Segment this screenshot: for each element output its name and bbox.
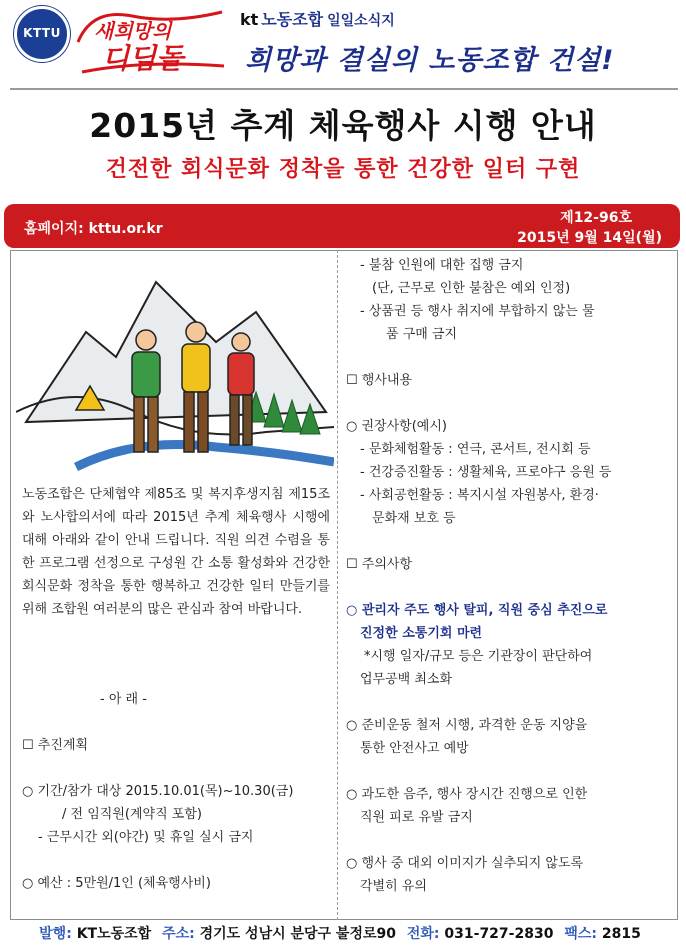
caution-heading: ☐ 주의사항 — [346, 557, 413, 572]
svg-text:새희망의: 새희망의 — [94, 19, 172, 43]
right-line-2: (단, 근무로 인한 불참은 예외 인정) — [372, 281, 571, 296]
new-hope-logo — [72, 2, 232, 78]
slogan: 희망과 결실의 노동조합 건설! — [245, 45, 615, 76]
header-rule — [10, 88, 678, 90]
caution-4b: 각별히 유의 — [360, 879, 427, 894]
period-line: ○ 기간/참가 대상 2015.10.01(목)~10.30(금) — [22, 784, 294, 799]
svg-text:디딤돌: 디딤돌 — [102, 42, 184, 75]
recommend-health: - 건강증진활동 : 생활체육, 프로야구 응원 등 — [360, 465, 612, 480]
phone-key: 전화: — [406, 926, 440, 942]
address-value: 경기도 성남시 분당구 불정로90 — [199, 926, 396, 942]
publisher-value: KT노동조합 — [76, 926, 152, 942]
caution-2b: 통한 안전사고 예방 — [360, 741, 469, 756]
kt-mark: kt — [240, 10, 259, 29]
recommend-social: - 사회공헌활동 : 복지시설 자원봉사, 환경· — [360, 488, 599, 503]
budget-line: ○ 예산 : 5만원/1인 (체육행사비) — [22, 876, 211, 891]
caution-2a: ○ 준비운동 철저 시행, 과격한 운동 지양을 — [346, 718, 588, 733]
recommend-heading: ○ 권장사항(예시) — [346, 419, 447, 434]
right-line-4: 품 구매 금지 — [386, 327, 458, 342]
caution-1d: 업무공백 최소화 — [360, 672, 453, 687]
intro-paragraph: 노동조합은 단체협약 제85조 및 복지후생지침 제15조와 노사합의서에 따라 2015년 추계 체육행사 시행에 대해 아래와 같이 안내 드립니다. 직원 의견 수렴을 통한 프로그램 선정으로 구성원 간 소통 활성화와 건강한 회식문화 정착을 통한 행복하고 건강한 일터 만들기를 위해 조합원 여러분의 많은 관심과 참여 바랍니다. — [22, 487, 330, 617]
fax-value: 2815 — [601, 926, 641, 942]
publisher-key: 발행: — [39, 926, 72, 942]
kttu-badge-logo — [14, 6, 70, 62]
restrict-line: - 근무시간 외(야간) 및 휴일 실시 금지 — [38, 830, 254, 845]
caution-3a: ○ 과도한 음주, 행사 장시간 진행으로 인한 — [346, 787, 588, 802]
newsletter-name: 일일소식지 — [327, 13, 395, 29]
caution-1b: 진정한 소통기회 마련 — [360, 626, 483, 641]
caution-3b: 직원 피로 유발 금지 — [360, 810, 473, 825]
caution-1a: ○ 관리자 주도 행사 탈피, 직원 중심 추진으로 — [346, 603, 608, 618]
recommend-culture: - 문화체험활동 : 연극, 콘서트, 전시회 등 — [360, 442, 591, 457]
info-bar — [4, 204, 680, 248]
hikers-illustration — [16, 262, 334, 477]
homepage-link[interactable]: 홈페이지: kttu.or.kr — [24, 221, 163, 237]
caution-1c: *시행 일자/규모 등은 기관장이 판단하여 — [364, 649, 593, 664]
content-heading: ☐ 행사내용 — [346, 373, 413, 388]
footer-contact — [0, 923, 686, 943]
plan-heading: ☐ 추진계획 — [22, 738, 89, 753]
page-title: 2015년 추계 체육행사 시행 안내 — [89, 106, 597, 145]
address-key: 주소: — [162, 926, 195, 942]
kt-union-brand — [240, 7, 395, 30]
fax-key: 팩스: — [564, 926, 597, 942]
phone-value: 031-727-2830 — [444, 926, 554, 942]
union-name: 노동조합 — [261, 10, 324, 29]
target-line: / 전 임직원(계약직 포함) — [62, 807, 202, 822]
issue-date: 2015년 9월 14일(월) — [517, 230, 662, 246]
caution-4a: ○ 행사 중 대외 이미지가 실추되지 않도록 — [346, 856, 584, 871]
badge-text: KTTU — [23, 26, 61, 40]
issue-number: 제12-96호 — [560, 210, 632, 226]
recommend-social-cont: 문화재 보호 등 — [372, 511, 456, 526]
page-subtitle: 건전한 회식문화 정착을 통한 건강한 일터 구현 — [105, 157, 581, 182]
right-line-3: - 상품권 등 행사 취지에 부합하지 않는 물 — [360, 304, 595, 319]
right-line-1: - 불참 인원에 대한 집행 금지 — [360, 258, 524, 273]
ah-rae-heading: - 아 래 - — [100, 692, 147, 707]
